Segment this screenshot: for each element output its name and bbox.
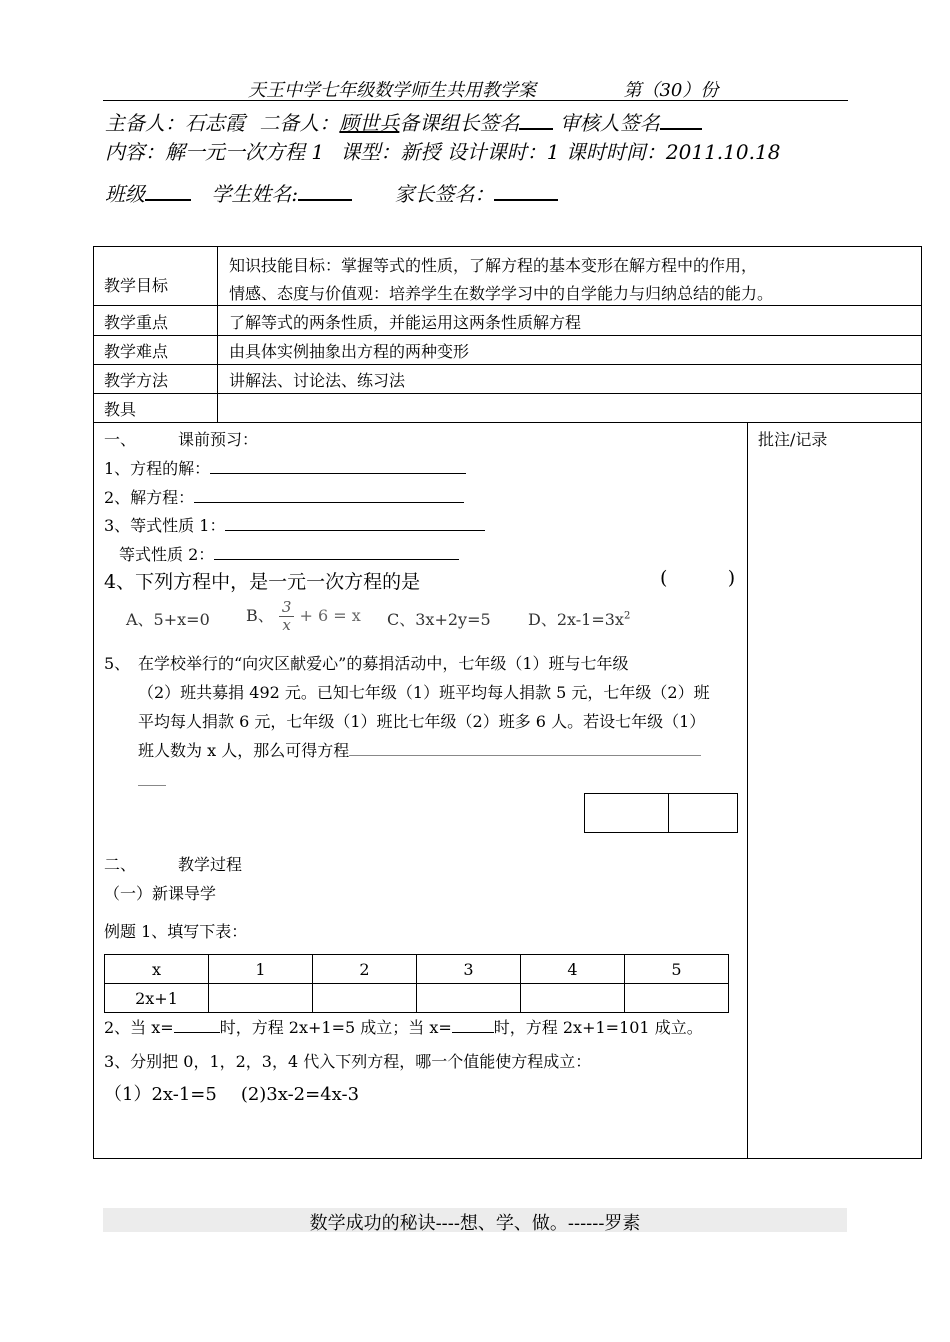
copy-number: 30 — [659, 80, 683, 101]
methods-text: 讲解法、讨论法、练习法 — [229, 371, 406, 390]
q5-equation-blank[interactable] — [349, 739, 701, 756]
student-name-label: 学生姓名: — [211, 182, 299, 206]
row-label-objectives: 教学目标 — [104, 276, 169, 295]
date-label: 时间：2011.10.18 — [605, 140, 781, 164]
row-divider — [94, 364, 921, 365]
q3b-answer-blank[interactable] — [214, 543, 459, 560]
table-cell: 4 — [521, 955, 625, 984]
q5-line-1: 在学校举行的“向灾区献爱心”的募捐活动中，七年级（1）班与七年级 — [138, 654, 629, 673]
table-cell: 5 — [625, 955, 729, 984]
footer-quote: 数学成功的秘诀----想、学、做。------罗素 — [309, 1213, 641, 1234]
table-answer-cell[interactable] — [625, 984, 729, 1013]
row-divider — [94, 305, 921, 306]
preview-heading-text: 课前预习： — [178, 430, 259, 449]
process-q2-part-a: 2、当 x= — [104, 1018, 174, 1037]
q5-line-2: （2）班共募捐 492 元。已知七年级（1）班平均每人捐款 5 元，七年级（2）班 — [138, 683, 710, 702]
table-answer-cell[interactable] — [521, 984, 625, 1013]
q2-answer-blank[interactable] — [194, 486, 464, 503]
option-d-exponent: 2 — [623, 610, 631, 622]
lesson-type-label: 课型：新授 — [340, 140, 441, 164]
table-row — [105, 984, 729, 1013]
table-cell: 2 — [313, 955, 417, 984]
notes-column-divider — [747, 422, 748, 1159]
group-leader-label: 备课组长签名 — [399, 111, 520, 135]
process-q2 — [104, 1015, 703, 1038]
q5-line-4-text: 班人数为 x 人，那么可得方程 — [138, 741, 350, 760]
lesson-table — [93, 246, 922, 1159]
student-name-blank[interactable] — [298, 181, 352, 201]
process-heading-number: 二、 — [104, 855, 137, 874]
process-q2-blank-2[interactable] — [452, 1016, 494, 1033]
example-1-label: 例题 1、填写下表： — [104, 922, 248, 941]
process-subheading: （一）新课导学 — [104, 884, 217, 903]
preparer-label: 主备人：石志霞 — [105, 111, 245, 135]
process-q2-blank-1[interactable] — [174, 1016, 220, 1033]
q2-label: 2、解方程： — [104, 488, 195, 507]
copy-prefix: 第（ — [623, 80, 660, 101]
label-column-divider — [217, 247, 218, 423]
q5-line-4 — [138, 738, 701, 761]
example-table — [104, 954, 729, 1013]
row-label-methods: 教学方法 — [104, 371, 169, 390]
content-row — [105, 136, 780, 165]
q1-label: 1、方程的解： — [104, 459, 211, 478]
table-answer-cell[interactable] — [313, 984, 417, 1013]
q4-answer-paren[interactable]: ( ) — [660, 567, 736, 589]
table-cell: 2x+1 — [105, 984, 209, 1013]
q4-option-b — [246, 599, 361, 634]
row-divider — [94, 335, 921, 336]
second-preparer-label: 二备人： — [259, 111, 340, 135]
row-label-tools: 教具 — [104, 400, 137, 419]
table-cell: x — [105, 955, 209, 984]
process-q2-part-c: 时，方程 2x+1=101 成立。 — [493, 1018, 703, 1037]
copy-suffix: ）份 — [682, 80, 719, 101]
notes-label: 批注/记录 — [758, 430, 828, 449]
score-box — [584, 793, 738, 833]
fraction-numerator: 3 — [279, 599, 295, 617]
q4-option-d — [528, 607, 630, 630]
option-b-rest: + 6 = x — [299, 606, 361, 625]
header-rule — [103, 100, 848, 101]
q4-text: 4、下列方程中，是一元一次方程的是 — [104, 571, 421, 593]
q5-number: 5、 — [104, 654, 131, 673]
parent-signature-blank[interactable] — [494, 181, 558, 201]
q5-equation-blank-cont[interactable] — [138, 785, 166, 786]
preview-q2 — [104, 485, 464, 508]
content-label: 内容：解一元一次方程 1 — [105, 140, 325, 164]
preparer-row — [105, 107, 702, 136]
q1-answer-blank[interactable] — [210, 457, 466, 474]
preview-q3b — [119, 542, 459, 565]
group-leader-signature-blank[interactable] — [519, 110, 553, 130]
preview-q3 — [104, 513, 485, 536]
score-box-divider — [668, 794, 669, 832]
parent-signature-label: 家长签名： — [394, 182, 495, 206]
equation-1: （1）2x-1=5 — [104, 1084, 217, 1105]
school-title: 天王中学七年级数学师生共用教学案 — [248, 80, 536, 101]
objectives-line-1: 知识技能目标：掌握等式的性质，了解方程的基本变形在解方程中的作用， — [229, 256, 758, 275]
q3-label: 3、等式性质 1： — [104, 516, 226, 535]
q4-option-a: A、5+x=0 — [126, 610, 210, 629]
preview-heading — [104, 427, 258, 450]
difficulties-text: 由具体实例抽象出方程的两种变形 — [229, 342, 470, 361]
class-label: 班级 — [105, 182, 145, 206]
key-points-text: 了解等式的两条性质，并能运用这两条性质解方程 — [229, 313, 582, 332]
row-divider — [94, 422, 921, 423]
objectives-line-2: 情感、态度与价值观：培养学生在数学学习中的自学能力与归纳总结的能力。 — [229, 284, 774, 303]
preview-q1 — [104, 456, 466, 479]
process-q3: 3、分别把 0，1，2，3，4 代入下列方程，哪一个值能使方程成立： — [104, 1052, 592, 1071]
reviewer-label: 审核人签名 — [559, 111, 660, 135]
student-row — [105, 178, 558, 207]
preview-heading-number: 一、 — [104, 430, 137, 449]
table-cell: 1 — [209, 955, 313, 984]
table-answer-cell[interactable] — [417, 984, 521, 1013]
q3b-label: 等式性质 2： — [119, 545, 215, 564]
process-equations — [104, 1080, 359, 1106]
q4-option-c: C、3x+2y=5 — [387, 610, 491, 629]
q3-answer-blank[interactable] — [225, 514, 485, 531]
preview-q4 — [104, 567, 420, 594]
option-b-label: B、 — [246, 606, 274, 625]
class-blank[interactable] — [145, 181, 191, 201]
option-d-text: D、2x-1=3x — [528, 610, 624, 629]
document-title — [248, 76, 718, 102]
fraction-3-over-x — [279, 599, 295, 634]
process-heading — [104, 852, 242, 875]
process-q2-part-b: 时，方程 2x+1=5 成立；当 x= — [219, 1018, 452, 1037]
fraction-denominator: x — [282, 616, 291, 634]
second-preparer-name: 顾世兵 — [339, 111, 400, 135]
row-label-difficulties: 教学难点 — [104, 342, 169, 361]
row-label-key-points: 教学重点 — [104, 313, 169, 332]
process-heading-text: 教学过程 — [178, 855, 243, 874]
row-divider — [94, 393, 921, 394]
hours-label: 设计课时：1 课时 — [446, 140, 606, 164]
table-answer-cell[interactable] — [209, 984, 313, 1013]
reviewer-signature-blank[interactable] — [660, 110, 702, 130]
q5-line-3: 平均每人捐款 6 元，七年级（1）班比七年级（2）班多 6 人。若设七年级（1） — [138, 712, 706, 731]
table-cell: 3 — [417, 955, 521, 984]
table-row — [105, 955, 729, 984]
equation-2: (2)3x-2=4x-3 — [240, 1084, 360, 1105]
